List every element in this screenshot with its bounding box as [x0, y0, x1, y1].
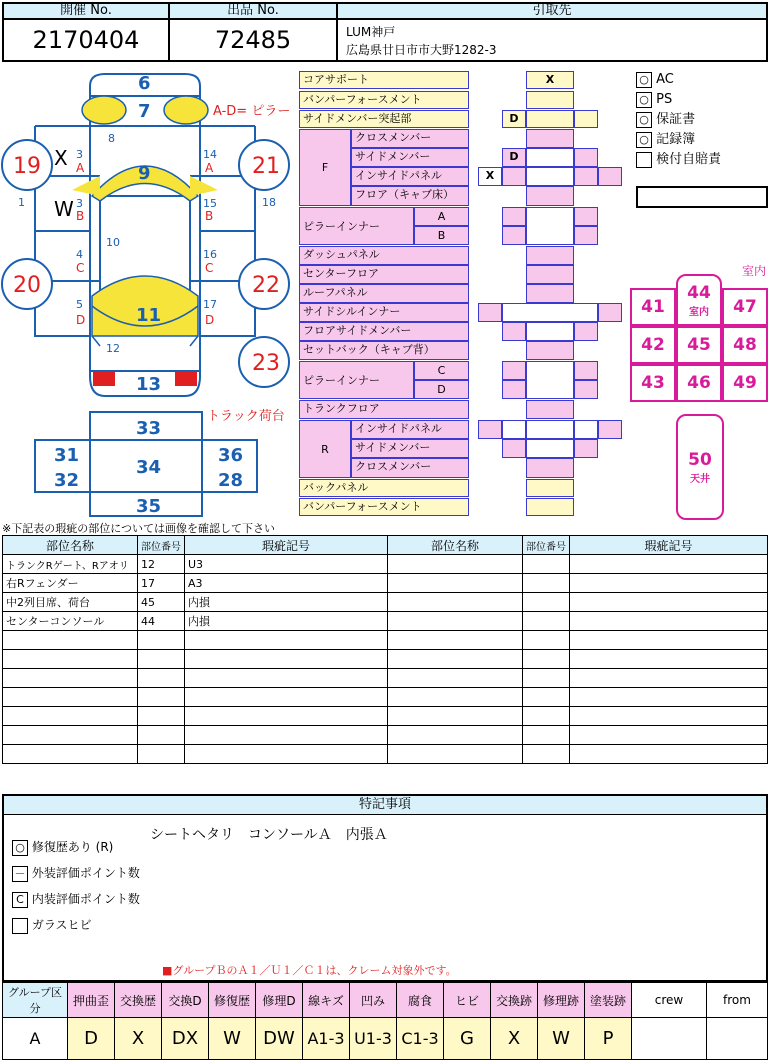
glass-check[interactable]	[12, 918, 28, 934]
cell-no: 44	[138, 612, 185, 631]
int-check[interactable]: C	[12, 892, 28, 908]
code-header-scratch: 線キズ	[303, 983, 350, 1018]
grid-floor	[526, 186, 574, 206]
part-34: 34	[136, 457, 162, 478]
frame-inside-panel: インサイドパネル	[351, 167, 469, 186]
grid-roof	[526, 284, 574, 303]
grid-rin-right	[598, 420, 622, 439]
grid-tip-right	[574, 110, 598, 128]
grid-pb-left	[502, 226, 526, 245]
grid-fsm-left	[502, 322, 526, 341]
cell-no: 45	[138, 593, 185, 612]
col-part-no-2: 部位番号	[523, 536, 570, 555]
grid-rcross	[526, 458, 574, 478]
warranty-label: 保証書	[656, 112, 696, 127]
frame-truck-floor: トランクフロア	[299, 400, 469, 419]
insurance-label: 検付自賠責	[656, 152, 722, 167]
table-row	[3, 631, 768, 650]
part-16: 16	[203, 248, 217, 261]
part-8: 8	[108, 132, 115, 145]
pickup-address: 広島県廿日市市大野1282-3	[346, 43, 497, 57]
grid-pa-left	[502, 207, 526, 226]
part-17: 17	[203, 298, 217, 311]
code-header-from: from	[707, 983, 768, 1018]
record-label: 記録簿	[656, 132, 696, 147]
grid-bumper-front	[526, 91, 574, 109]
grid-bumper-rear	[526, 498, 574, 516]
pillar-label-b1: B	[76, 209, 85, 223]
grid-cross	[526, 129, 574, 148]
cell-no: 17	[138, 574, 185, 593]
int-47: 47	[722, 288, 768, 326]
frame-cross-member: クロスメンバー	[351, 129, 469, 148]
code-value-dent: D	[68, 1018, 115, 1060]
frame-side-member: サイドメンバー	[351, 148, 469, 167]
frame-side-sill-inner: サイドシルインナー	[299, 303, 469, 322]
mark-w: W	[54, 197, 74, 221]
repair-check[interactable]: ○	[12, 840, 28, 856]
frame-floor-cab: フロア（キャブ床）	[351, 186, 469, 206]
grid-pd-right	[574, 380, 598, 399]
table-row	[3, 593, 768, 612]
grid-inside-left: X	[478, 167, 502, 186]
frame-pillar-a: A	[414, 207, 469, 226]
frame-roof-panel: ルーフパネル	[299, 284, 469, 303]
code-header-dent: 押曲歪	[68, 983, 115, 1018]
truck-bed-label: トラック荷台	[207, 409, 285, 424]
part-10: 10	[106, 236, 120, 249]
frame-setback: セットバック（キャブ背）	[299, 341, 469, 360]
grid-pa-right	[574, 207, 598, 226]
claim-note: ■グループＢのＡ１／Ｕ１／Ｃ１は、クレーム対象外です。	[162, 964, 457, 977]
grid-rin-r2	[574, 420, 598, 439]
grid-rside-center	[526, 439, 574, 458]
code-value-paint: P	[585, 1018, 632, 1060]
code-header-corrosion: 腐食	[397, 983, 444, 1018]
record-check[interactable]: ○	[636, 132, 652, 148]
code-header-dent2: 凹み	[350, 983, 397, 1018]
grid-pc-right	[574, 361, 598, 380]
grid-pc-left	[502, 361, 526, 380]
code-value-repair: W	[209, 1018, 256, 1060]
remarks-box	[2, 794, 768, 982]
pickup-header: 引取先	[336, 2, 768, 20]
grid-rside-right	[574, 439, 598, 458]
table-row	[3, 650, 768, 669]
table-row	[3, 669, 768, 688]
code-header-exchange-d: 交換D	[162, 983, 209, 1018]
ps-check[interactable]: ○	[636, 92, 652, 108]
code-value-exchange-d: DX	[162, 1018, 209, 1060]
grid-inside-center	[526, 167, 574, 186]
remarks-title: 特記事項	[4, 796, 766, 815]
code-header-crew: crew	[632, 983, 707, 1018]
pillar-label-d2: D	[205, 313, 215, 327]
int-49: 49	[722, 364, 768, 402]
ext-label: 外装評価ポイント数	[31, 866, 140, 880]
int-48: 48	[722, 326, 768, 364]
col-damage-code: 瑕疵記号	[185, 536, 388, 555]
part-21: 21	[252, 154, 280, 179]
grid-fsm-right	[574, 322, 598, 341]
grid-sill-left	[478, 303, 502, 322]
grid-inside-l2	[502, 167, 526, 186]
int-42: 42	[630, 326, 676, 364]
code-header-paint: 塗装跡	[585, 983, 632, 1018]
pillar-label-3: 3	[76, 148, 83, 161]
remarks-text: シートヘタリ コンソールＡ 内張Ａ	[150, 827, 388, 843]
cell-code: A3	[185, 574, 388, 593]
part-20: 20	[13, 273, 41, 298]
code-header-exchange: 交換歴	[115, 983, 162, 1018]
ext-check[interactable]: －	[12, 866, 28, 882]
cell-code: 内損	[185, 612, 388, 631]
table-row	[3, 707, 768, 726]
col-part-no: 部位番号	[138, 536, 185, 555]
cabin-label: 室内	[742, 264, 767, 278]
listing-no-value: 72485	[168, 18, 338, 62]
code-header-repair-d: 修理D	[256, 983, 303, 1018]
part-28: 28	[218, 470, 244, 491]
col-damage-code-2: 瑕疵記号	[570, 536, 768, 555]
part-12: 12	[106, 342, 120, 355]
pickup-box	[336, 18, 768, 62]
grid-sill-right	[598, 303, 622, 322]
grid-pcd-center	[526, 361, 574, 399]
event-no-value: 2170404	[2, 18, 170, 62]
col-part-name: 部位名称	[3, 536, 138, 555]
part-5: 5	[76, 298, 83, 311]
cell-no: 12	[138, 555, 185, 574]
part-22: 22	[252, 273, 280, 298]
pickup-name: LUM神戸	[346, 25, 396, 39]
ps-label: PS	[656, 92, 673, 107]
grid-fsm-center	[526, 322, 574, 341]
frame-inside-panel-r: インサイドパネル	[351, 420, 469, 439]
part-19: 19	[13, 154, 41, 179]
frame-side-member-tip: サイドメンバー突起部	[299, 110, 469, 128]
table-row	[3, 574, 768, 593]
code-value-dent2: U1-3	[350, 1018, 397, 1060]
table-row	[3, 555, 768, 574]
grid-center-floor	[526, 265, 574, 284]
grid-rside-left	[502, 439, 526, 458]
grid-tip-center	[526, 110, 574, 128]
grid-rin-l2	[502, 420, 526, 439]
code-header-exchange-mark: 交換跡	[491, 983, 538, 1018]
mark-x: X	[54, 146, 68, 170]
repair-label: 修復歴あり (R)	[31, 840, 114, 854]
frame-bumper-front: バンパーフォースメント	[299, 91, 469, 109]
cell-part: センターコンソール	[3, 612, 138, 631]
part-13: 13	[136, 374, 162, 395]
frame-r-group: R	[299, 420, 351, 478]
part-7: 7	[138, 101, 151, 122]
cell-part: 右Rフェンダー	[3, 574, 138, 593]
glass-label: ガラスヒビ	[31, 918, 92, 932]
table-row	[3, 688, 768, 707]
frame-pillar-c: C	[414, 361, 469, 380]
ac-check[interactable]: ○	[636, 72, 652, 88]
remarks-checks	[12, 834, 140, 938]
int-41: 41	[630, 288, 676, 326]
part-32: 32	[54, 470, 80, 491]
part-1: 1	[18, 196, 25, 209]
interior-grid	[630, 274, 768, 402]
code-value-exchange-mark: X	[491, 1018, 538, 1060]
frame-cross-member-r: クロスメンバー	[351, 458, 469, 478]
event-no-header: 開催 No.	[2, 2, 170, 20]
pillar-label-c1: C	[76, 261, 85, 275]
pillar-label-3b: 3	[76, 197, 83, 210]
frame-f-group: F	[299, 129, 351, 206]
frame-pillar-d: D	[414, 380, 469, 399]
int-46: 46	[676, 364, 722, 402]
code-value-exchange: X	[115, 1018, 162, 1060]
warranty-check[interactable]: ○	[636, 112, 652, 128]
table-row	[3, 726, 768, 745]
frame-pillar-inner-cd: ピラーインナー	[299, 361, 414, 399]
options-list	[636, 70, 721, 170]
listing-no-header: 出品 No.	[168, 2, 338, 20]
code-header-group: グループ区分	[3, 983, 68, 1018]
part-36: 36	[218, 445, 244, 466]
grid-tip-left: D	[502, 110, 526, 128]
code-header-crack: ヒビ	[444, 983, 491, 1018]
cell-code: 内損	[185, 593, 388, 612]
ac-label: AC	[656, 72, 674, 87]
frame-core-support: コアサポート	[299, 71, 469, 89]
col-part-name-2: 部位名称	[388, 536, 523, 555]
table-row	[3, 745, 768, 764]
part-11: 11	[136, 305, 162, 326]
int-label: 内装評価ポイント数	[31, 892, 140, 906]
grid-rin-center	[526, 420, 574, 439]
part-6: 6	[138, 73, 151, 94]
int-43: 43	[630, 364, 676, 402]
grid-inside-r2	[574, 167, 598, 186]
pillar-label-b2: B	[205, 209, 214, 223]
pillar-label-d1: D	[76, 313, 86, 327]
part-18: 18	[262, 196, 276, 209]
code-header-repair: 修復歴	[209, 983, 256, 1018]
code-value-group: A	[3, 1018, 68, 1060]
frame-floor-side-member: フロアサイドメンバー	[299, 322, 469, 341]
grid-side-center	[526, 148, 574, 167]
grid-dash	[526, 246, 574, 265]
grid-pab-center	[526, 207, 574, 245]
part-31: 31	[54, 445, 80, 466]
grid-sill-center	[502, 303, 598, 322]
code-value-from	[707, 1018, 768, 1060]
grid-side-right	[574, 148, 598, 167]
part-35: 35	[136, 496, 162, 517]
frame-center-floor: センターフロア	[299, 265, 469, 284]
table-row	[3, 612, 768, 631]
pillar-label-a1: A	[76, 161, 85, 175]
grid-pd-left	[502, 380, 526, 399]
part-23: 23	[252, 351, 280, 376]
code-value-scratch: A1-3	[303, 1018, 350, 1060]
part-15: 15	[203, 197, 217, 210]
cell-code: U3	[185, 555, 388, 574]
frame-dash-panel: ダッシュパネル	[299, 246, 469, 265]
code-value-crew	[632, 1018, 707, 1060]
grid-truck-floor	[526, 400, 574, 419]
part-4: 4	[76, 248, 83, 261]
int-45: 45	[676, 326, 722, 364]
code-value-repair-d: DW	[256, 1018, 303, 1060]
grid-side-left: D	[502, 148, 526, 167]
code-value-corrosion: C1-3	[397, 1018, 444, 1060]
part-14: 14	[203, 148, 217, 161]
cell-part: トランクRゲート、Rアオリ	[3, 555, 138, 574]
part-9: 9	[138, 163, 151, 184]
grid-back-panel	[526, 479, 574, 497]
int-44: 44 室内	[676, 274, 722, 326]
pillar-label-a2: A	[205, 161, 214, 175]
pillar-note: A-D= ピラー	[213, 104, 291, 119]
int-50: 50 天井	[676, 414, 724, 520]
grid-rin-left	[478, 420, 502, 439]
cell-part: 中2列目席、荷台	[3, 593, 138, 612]
frame-pillar-b: B	[414, 226, 469, 245]
options-blank-field[interactable]	[636, 186, 768, 208]
pillar-label-c2: C	[205, 261, 214, 275]
code-value-repair-mark: W	[538, 1018, 585, 1060]
damage-table	[2, 535, 768, 764]
frame-pillar-inner-ab: ピラーインナー	[299, 207, 414, 245]
grid-setback	[526, 341, 574, 360]
frame-back-panel: バックパネル	[299, 479, 469, 497]
grid-inside-right	[598, 167, 622, 186]
code-table	[2, 982, 768, 1060]
code-value-crack: G	[444, 1018, 491, 1060]
frame-side-member-r: サイドメンバー	[351, 439, 469, 458]
frame-bumper-rear: バンパーフォースメント	[299, 498, 469, 516]
grid-pb-right	[574, 226, 598, 245]
part-33: 33	[136, 418, 162, 439]
insurance-check[interactable]	[636, 152, 652, 168]
code-header-repair-mark: 修理跡	[538, 983, 585, 1018]
note-top: ※下記表の瑕疵の部位については画像を確認して下さい	[2, 522, 275, 535]
grid-core: X	[526, 71, 574, 89]
